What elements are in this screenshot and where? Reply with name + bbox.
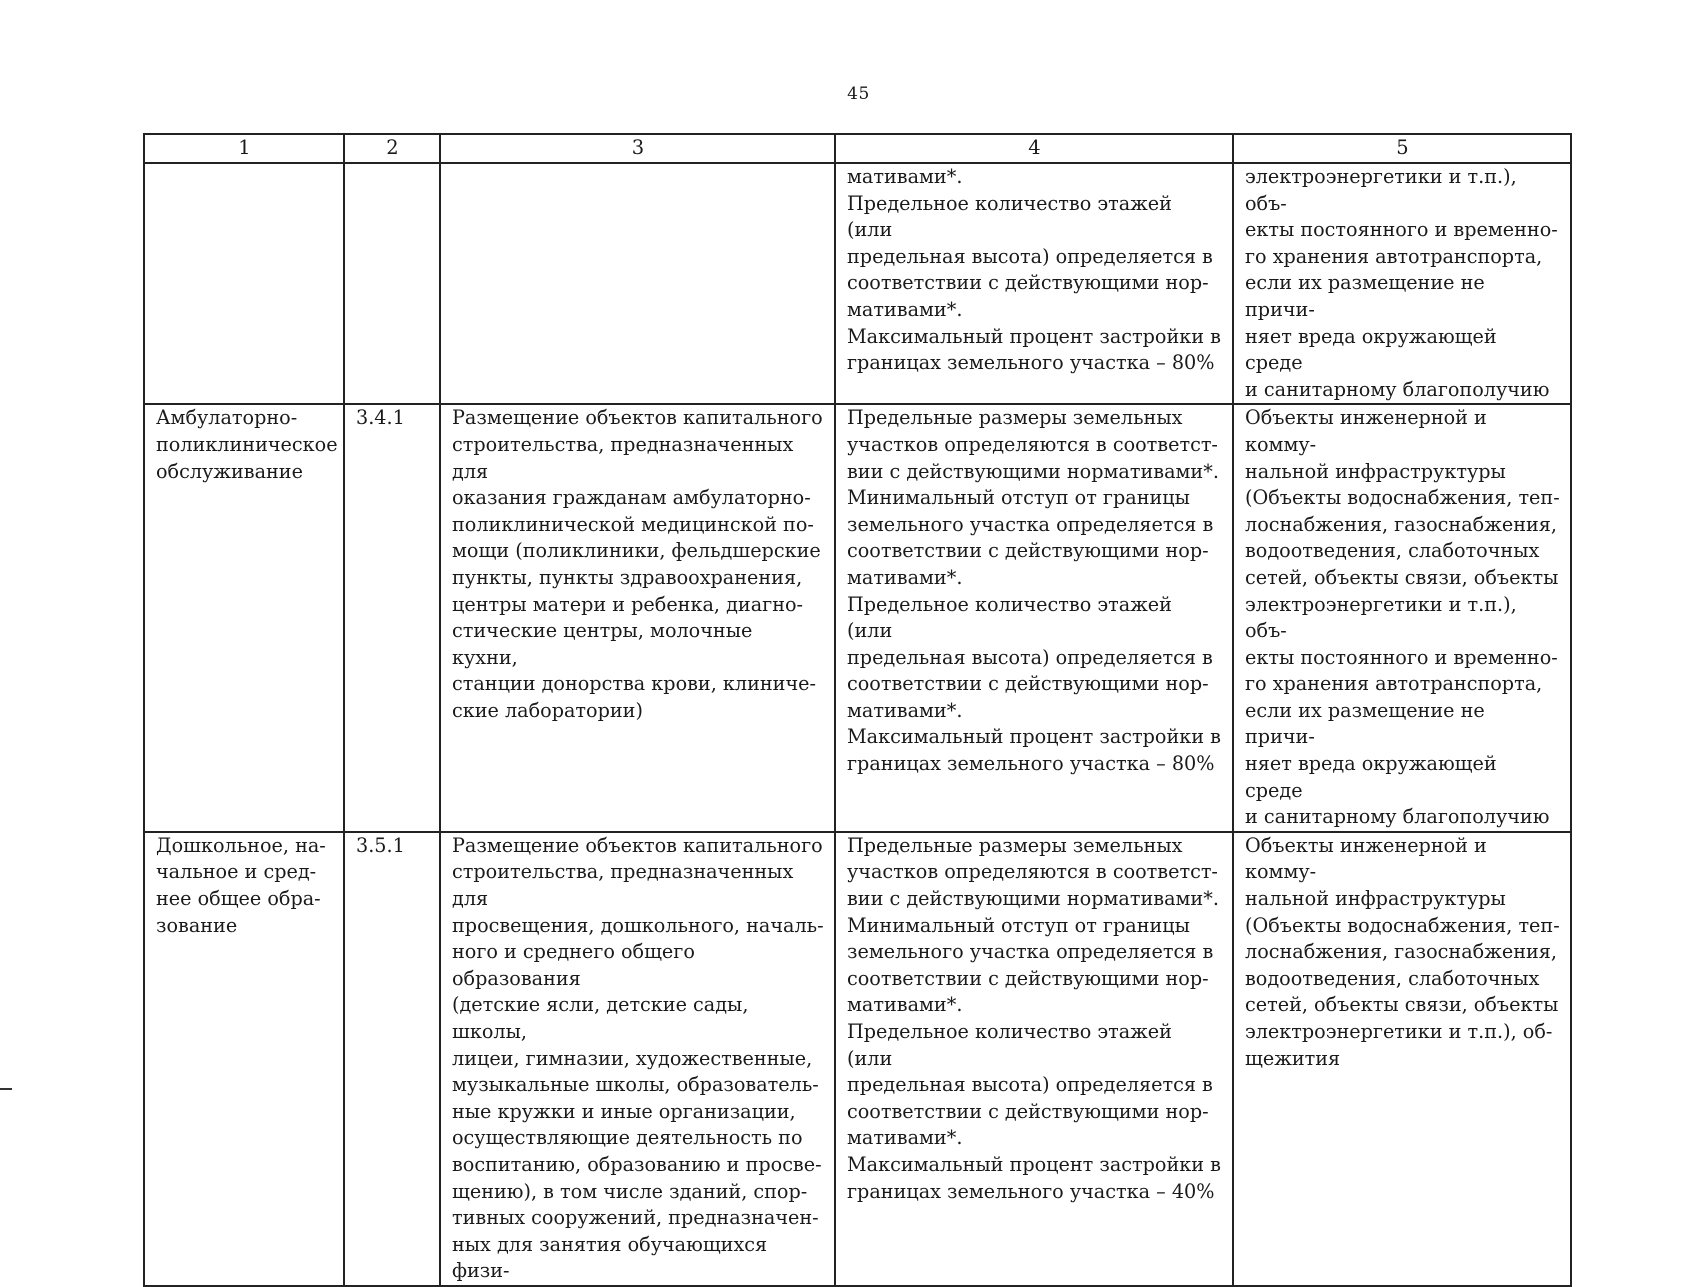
table-header-row	[144, 134, 1571, 163]
cell-code: 3.4.1	[344, 404, 440, 832]
column-header-2: 2	[344, 134, 440, 163]
cell-use-type: Амбулаторно- поликлиническое обслуживание	[144, 404, 344, 832]
column-header-4: 4	[835, 134, 1233, 163]
cell-parameters: мативами*. Предельное количество этажей (или предельная высота) определяется в соответствии с действующими нор- мативами*. Максимальный процент застройки в границах земельного участка – 80%	[835, 163, 1233, 404]
cell-use-type	[144, 163, 344, 404]
cell-auxiliary-uses: Объекты инженерной и комму- нальной инфраструктуры (Объекты водоснабжения, теп- лоснабжения, газоснабжения, водоотведения, слаботочных сетей, объекты связи, объекты электроэнергетики и т.п.), об- щежития	[1233, 832, 1571, 1286]
table-row	[144, 163, 1571, 404]
column-header-5: 5	[1233, 134, 1571, 163]
cell-parameters: Предельные размеры земельных участков определяются в соответст- вии с действующими нормативами*. Минимальный отступ от границы земельного участка определяется в соответствии с действующими нор- мативами*. Предельное количество этажей (или предельная высота) определяется в соответствии с действующими нор- мативами*. Максимальный процент застройки в границах земельного участка – 40%	[835, 832, 1233, 1286]
cell-use-type: Дошкольное, на- чальное и сред- нее общее обра- зование	[144, 832, 344, 1286]
scan-edge-mark	[0, 1088, 12, 1090]
cell-auxiliary-uses: Объекты инженерной и комму- нальной инфраструктуры (Объекты водоснабжения, теп- лоснабжения, газоснабжения, водоотведения, слаботочных сетей, объекты связи, объекты электроэнергетики и т.п.), объ- екты постоянного и временно- го хранения автотранспорта, если их размещение не причи- няет вреда окружающей среде и санитарному благополучию	[1233, 404, 1571, 832]
cell-code	[344, 163, 440, 404]
page-number: 45	[847, 84, 870, 104]
column-header-1: 1	[144, 134, 344, 163]
cell-parameters: Предельные размеры земельных участков определяются в соответст- вии с действующими нормативами*. Минимальный отступ от границы земельного участка определяется в соответствии с действующими нор- мативами*. Предельное количество этажей (или предельная высота) определяется в соответствии с действующими нор- мативами*. Максимальный процент застройки в границах земельного участка – 80%	[835, 404, 1233, 832]
cell-code: 3.5.1	[344, 832, 440, 1286]
cell-auxiliary-uses: электроэнергетики и т.п.), объ- екты постоянного и временно- го хранения автотранспорта, если их размещение не причи- няет вреда окружающей среде и санитарному благополучию	[1233, 163, 1571, 404]
land-use-table	[143, 133, 1572, 1287]
table-row	[144, 404, 1571, 832]
cell-description	[440, 163, 835, 404]
cell-description: Размещение объектов капитального строительства, предназначенных для просвещения, дошкольного, началь- ного и среднего общего образования (детские ясли, детские сады, школы, лицеи, гимназии, художественные, музыкальные школы, образователь- ные кружки и иные организации, осуществляющие деятельность по воспитанию, образованию и просве- щению), в том числе зданий, спор- тивных сооружений, предназначен- ных для занятия обучающихся физи-	[440, 832, 835, 1286]
column-header-3: 3	[440, 134, 835, 163]
cell-description: Размещение объектов капитального строительства, предназначенных для оказания гражданам амбулаторно- поликлинической медицинской по- мощи (поликлиники, фельдшерские пункты, пункты здравоохранения, центры матери и ребенка, диагно- стические центры, молочные кухни, станции донорства крови, клиниче- ские лаборатории)	[440, 404, 835, 832]
table-row	[144, 832, 1571, 1286]
